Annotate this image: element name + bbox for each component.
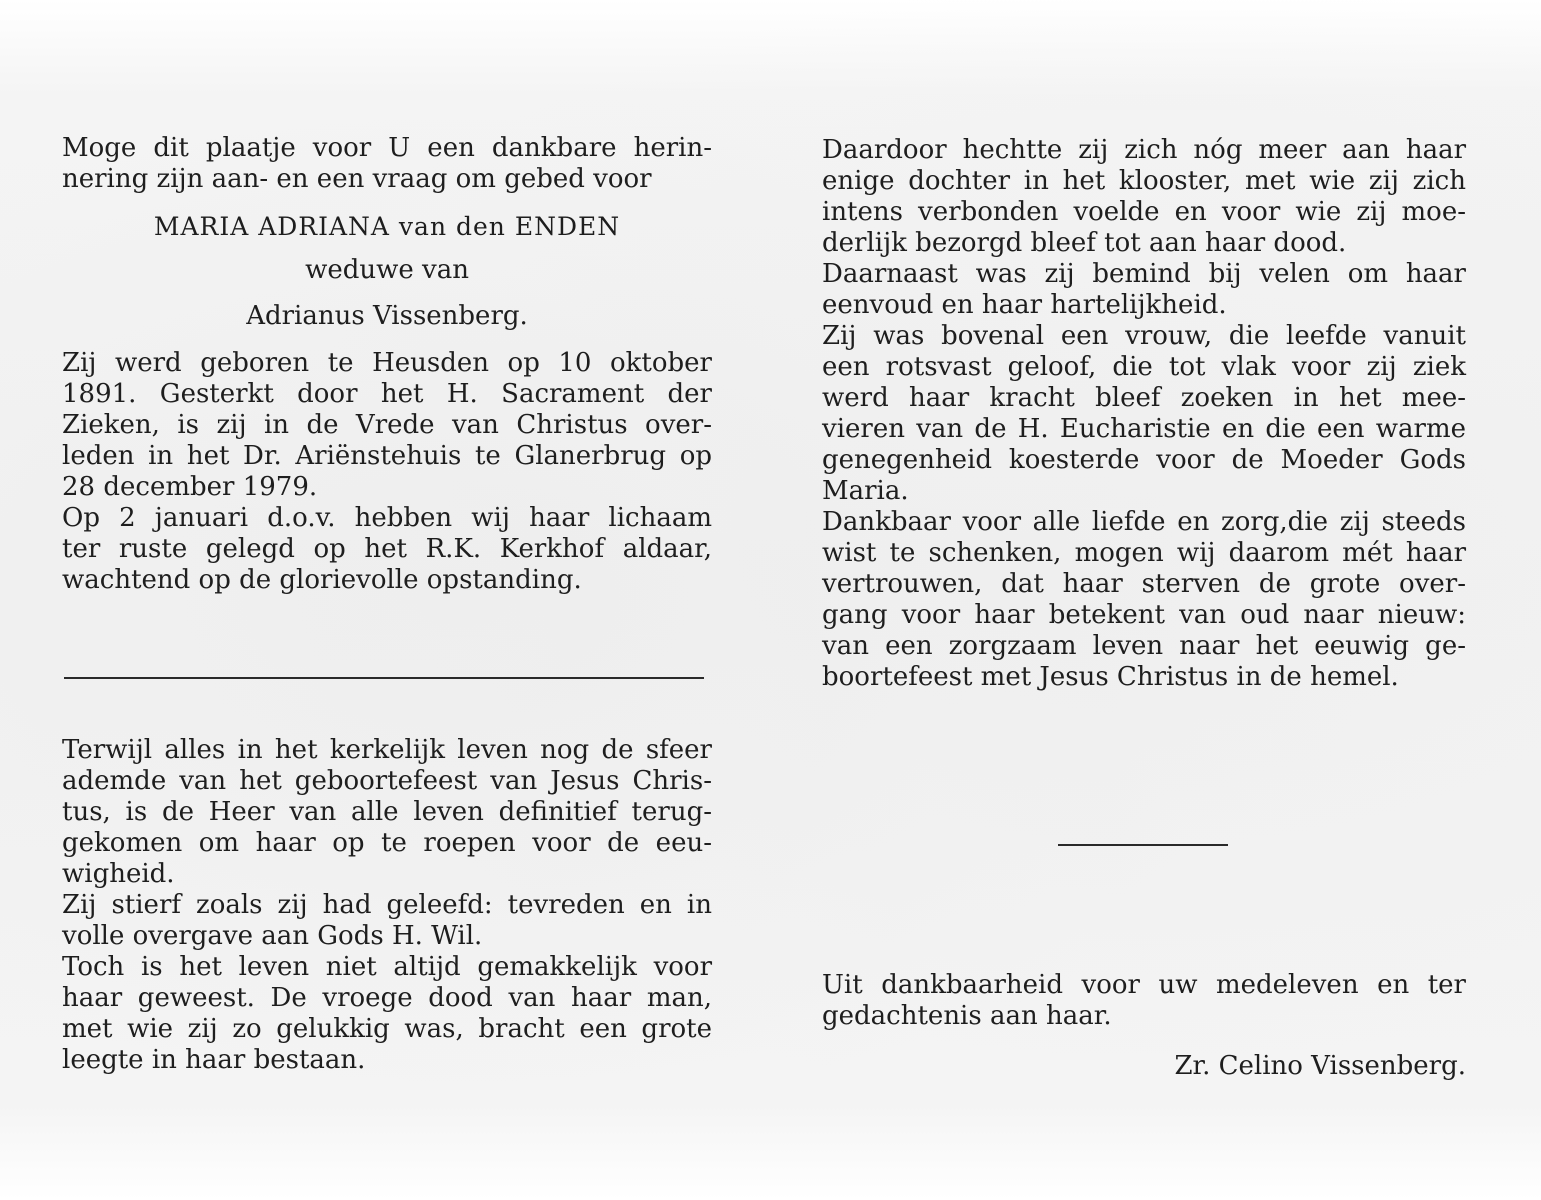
- right-line: Dankbaar voor alle liefde en zorg,die zij steeds: [822, 507, 1466, 537]
- bio-block: [62, 348, 712, 596]
- deceased-name: MARIA ADRIANA van den ENDEN: [153, 212, 621, 241]
- bio-line: 28 december 1979.: [62, 472, 318, 502]
- thanks-block: [822, 970, 1466, 1032]
- spouse-name: Adrianus Vissenberg.: [246, 301, 528, 331]
- tribute-line: gekomen om haar op te roepen voor de eeu-: [62, 828, 712, 858]
- right-line: enige dochter in het klooster, met wie zij zich: [822, 166, 1466, 196]
- right-line: boortefeest met Jesus Christus in de hemel.: [822, 662, 1399, 692]
- bio-line: Zieken, is zij in de Vrede van Christus over-: [62, 410, 712, 440]
- right-divider: [1058, 844, 1228, 846]
- tribute-line: Zij stierf zoals zij had geleefd: tevreden en in: [62, 890, 712, 920]
- right-text-block: [822, 135, 1466, 693]
- bio-line: wachtend op de glorievolle opstanding.: [62, 565, 582, 595]
- widow-label-block: [62, 255, 712, 286]
- signature: Zr. Celino Vissenberg.: [1174, 1051, 1466, 1081]
- right-line: Daardoor hechtte zij zich nóg meer aan haar: [822, 135, 1466, 165]
- tribute-line: Toch is het leven niet altijd gemakkelijk voor: [62, 952, 712, 982]
- left-divider: [64, 677, 704, 679]
- right-line: intens verbonden voelde en voor wie zij moe-: [822, 197, 1466, 227]
- tribute-line: met wie zij zo gelukkig was, bracht een grote: [62, 1014, 712, 1044]
- bio-line: leden in het Dr. Ariënstehuis te Glanerbrug op: [62, 441, 712, 471]
- tribute-line: volle overgave aan Gods H. Wil.: [62, 921, 483, 951]
- right-line: genegenheid koesterde voor de Moeder Gods: [822, 445, 1466, 475]
- tribute-line: leegte in haar bestaan.: [62, 1045, 366, 1075]
- right-line: derlijk bezorgd bleef tot aan haar dood.: [822, 228, 1347, 258]
- right-line: vertrouwen, dat haar sterven de grote over-: [822, 569, 1466, 599]
- tribute-block: [62, 735, 712, 1076]
- right-line: vieren van de H. Eucharistie en die een warme: [822, 414, 1466, 444]
- signature-block: [822, 1051, 1466, 1082]
- right-line: Daarnaast was zij bemind bij velen om haar: [822, 259, 1466, 289]
- bio-line: Op 2 januari d.o.v. hebben wij haar lichaam: [62, 503, 712, 533]
- widow-of-label: weduwe van: [305, 255, 469, 285]
- tribute-line: Terwijl alles in het kerkelijk leven nog de sfeer: [62, 735, 712, 765]
- thanks-line: Uit dankbaarheid voor uw medeleven en ter: [822, 970, 1466, 1000]
- right-line: van een zorgzaam leven naar het eeuwig ge-: [822, 631, 1466, 661]
- deceased-name-block: [62, 211, 712, 242]
- right-line: een rotsvast geloof, die tot vlak voor zij ziek: [822, 352, 1466, 382]
- right-line: Maria.: [822, 476, 909, 506]
- tribute-line: haar geweest. De vroege dood van haar man,: [62, 983, 712, 1013]
- right-line: gang voor haar betekent van oud naar nieuw:: [822, 600, 1466, 630]
- tribute-line: ademde van het geboortefeest van Jesus Chris-: [62, 766, 712, 796]
- right-line: wist te schenken, mogen wij daarom mét haar: [822, 538, 1466, 568]
- bio-line: ter ruste gelegd op het R.K. Kerkhof aldaar,: [62, 534, 712, 564]
- intro-line: Moge dit plaatje voor U een dankbare herin-: [62, 133, 712, 163]
- spouse-name-block: [62, 301, 712, 332]
- right-line: eenvoud en haar hartelijkheid.: [822, 290, 1227, 320]
- right-line: Zij was bovenal een vrouw, die leefde vanuit: [822, 321, 1466, 351]
- tribute-line: wigheid.: [62, 859, 175, 889]
- right-line: werd haar kracht bleef zoeken in het mee-: [822, 383, 1466, 413]
- bio-line: 1891. Gesterkt door het H. Sacrament der: [62, 379, 712, 409]
- tribute-line: tus, is de Heer van alle leven definitief terug-: [62, 797, 712, 827]
- intro-line: nering zijn aan- en een vraag om gebed voor: [62, 164, 652, 194]
- intro-block: [62, 133, 712, 195]
- bio-line: Zij werd geboren te Heusden op 10 oktober: [62, 348, 712, 378]
- thanks-line: gedachtenis aan haar.: [822, 1001, 1112, 1031]
